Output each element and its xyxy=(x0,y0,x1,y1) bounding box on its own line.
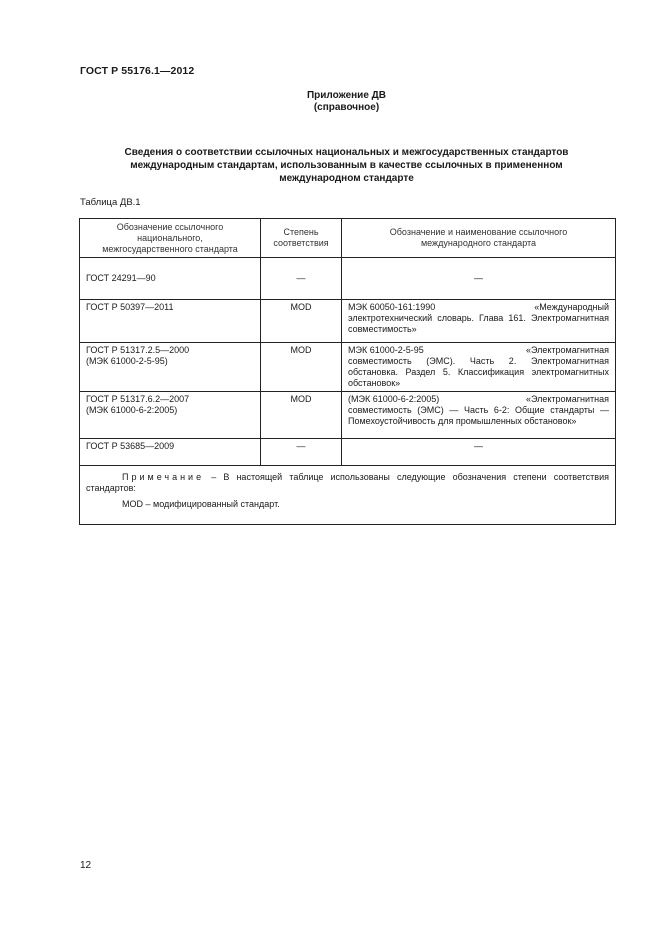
cell-national-standard: ГОСТ Р 53685—2009 xyxy=(80,439,261,466)
table-note xyxy=(80,466,616,525)
note-definition: MOD – модифицированный стандарт. xyxy=(122,499,280,509)
appendix-heading xyxy=(80,90,613,114)
cell-international-standard: МЭК 61000-2-5-95 «Электромагнитная совместимость (ЭМС). Часть 2. Электромагнитная обстановка. Раздел 5. Классификация электромагнитных обстановок» xyxy=(342,343,616,392)
cell-degree: MOD xyxy=(261,392,342,439)
page-number: 12 xyxy=(80,860,92,871)
section-title-line3: международном стандарте xyxy=(279,173,414,184)
cell-national-standard: ГОСТ Р 51317.6.2—2007 (МЭК 61000-6-2:2005) xyxy=(80,392,261,439)
section-title-line2: международным стандартам, использованным в качестве ссылочных в примененном xyxy=(130,160,563,171)
section-title-line1: Сведения о соответствии ссылочных национальных и межгосударственных стандартов xyxy=(124,147,569,158)
appendix-subtitle: (справочное) xyxy=(313,102,380,113)
cell-national-standard: ГОСТ 24291—90 xyxy=(80,258,261,300)
cell-degree: MOD xyxy=(261,300,342,343)
cell-international-standard: — xyxy=(342,258,616,300)
cell-international-standard: (МЭК 61000-6-2:2005) «Электромагнитная совместимость (ЭМС) — Часть 6-2: Общие стандарты — Помехоустойчивость для промышленных обстановок» xyxy=(342,392,616,439)
document-code: ГОСТ Р 55176.1—2012 xyxy=(80,65,195,77)
cell-national-standard: ГОСТ Р 50397—2011 xyxy=(80,300,261,343)
cell-national-standard: ГОСТ Р 51317.2.5—2000 (МЭК 61000-2-5-95) xyxy=(80,343,261,392)
table-note-row xyxy=(80,466,616,525)
header-international-standard: Обозначение и наименование ссылочного международного стандарта xyxy=(342,219,616,258)
table-header-row xyxy=(80,219,616,258)
table-row xyxy=(80,258,616,300)
appendix-title: Приложение ДВ xyxy=(306,90,387,101)
cell-degree: MOD xyxy=(261,343,342,392)
cell-degree: — xyxy=(261,439,342,466)
table-caption: Таблица ДВ.1 xyxy=(80,197,141,208)
standards-correspondence-table xyxy=(79,218,616,525)
cell-degree: — xyxy=(261,258,342,300)
cell-international-standard: — xyxy=(342,439,616,466)
note-text: – В настоящей таблице использованы следующие обозначения степени соответствия стандартов: xyxy=(86,472,609,493)
table-row xyxy=(80,343,616,392)
note-label: Примечание xyxy=(122,472,205,482)
section-title xyxy=(80,146,613,185)
header-national-standard: Обозначение ссылочного национального, межгосударственного стандарта xyxy=(80,219,261,258)
header-degree: Степень соответствия xyxy=(261,219,342,258)
cell-international-standard: МЭК 60050-161:1990 «Международный электротехнический словарь. Глава 161. Электромагнитная совместимость» xyxy=(342,300,616,343)
table-row xyxy=(80,300,616,343)
table-row xyxy=(80,392,616,439)
table-row xyxy=(80,439,616,466)
